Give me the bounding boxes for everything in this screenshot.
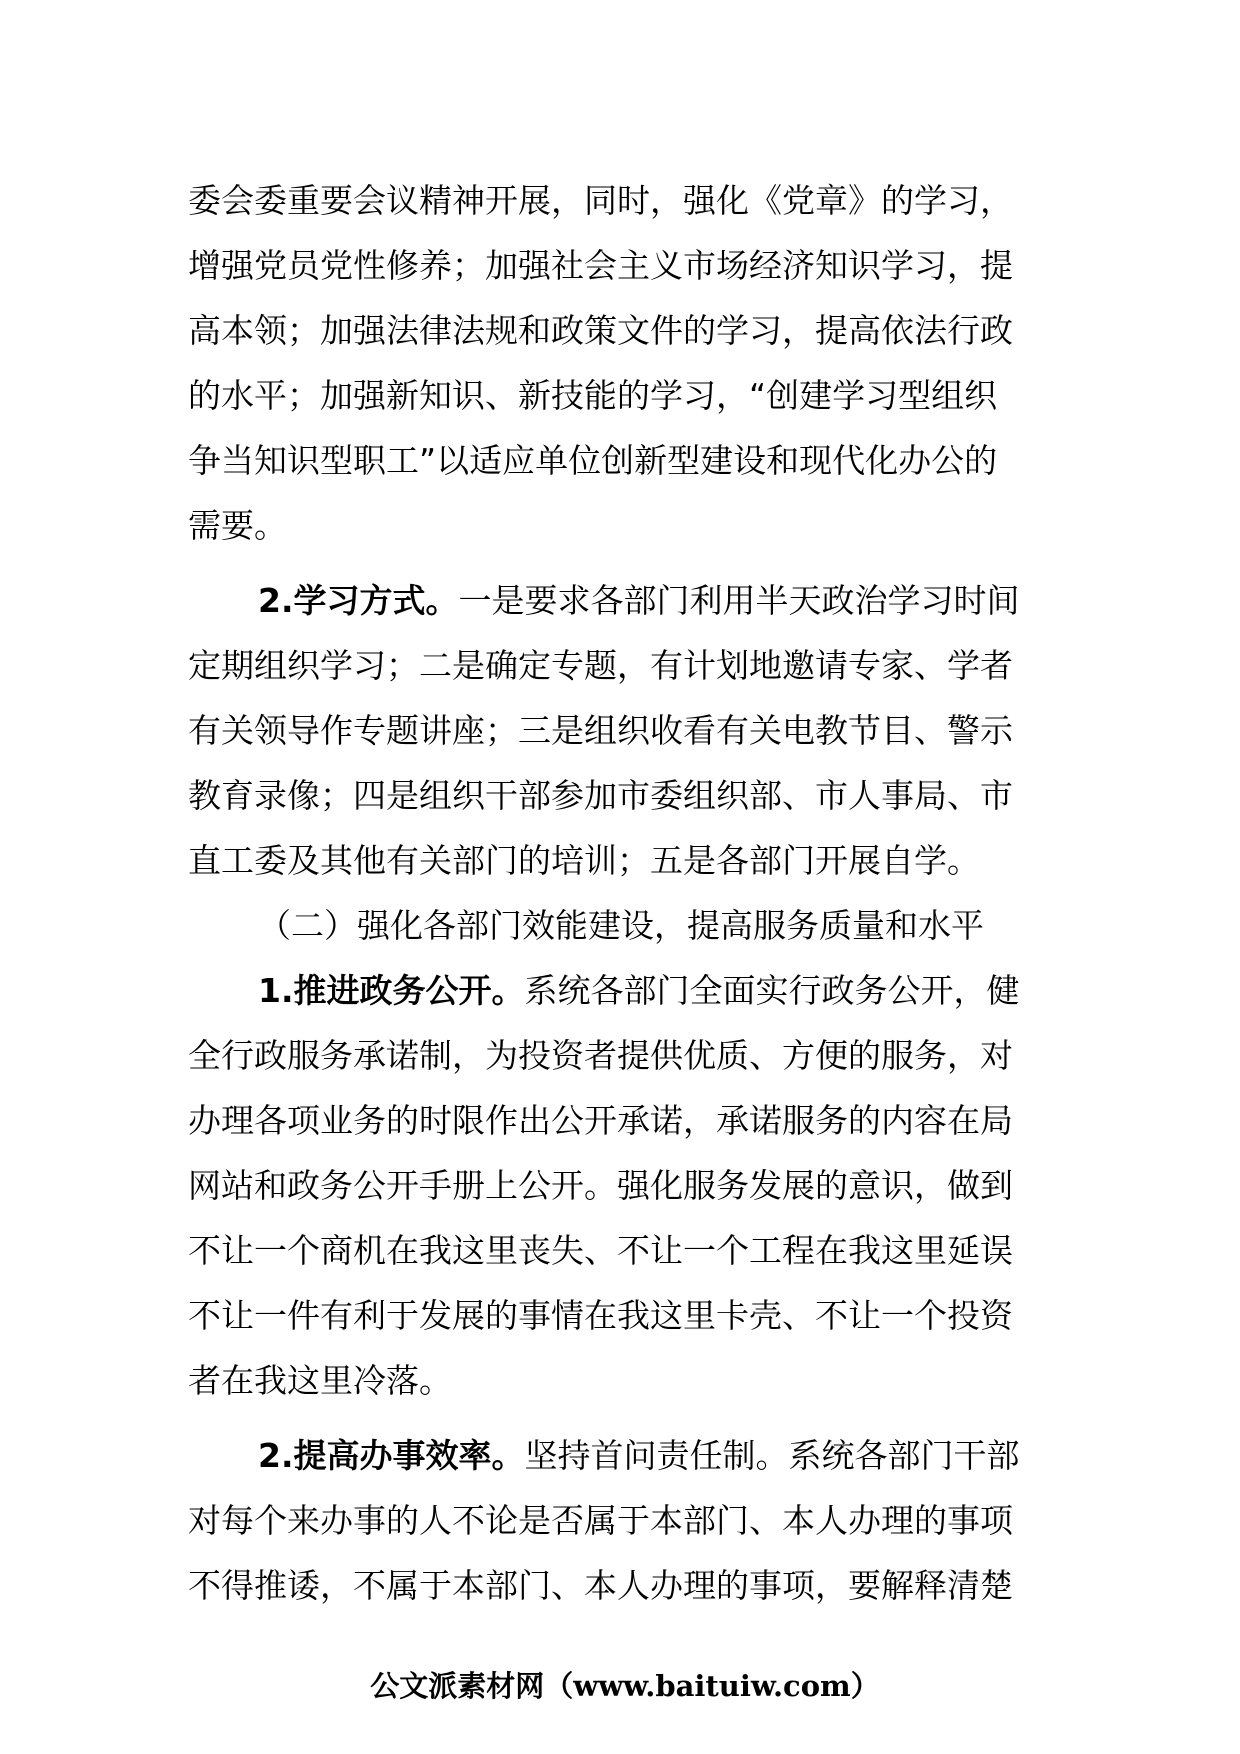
- footer-watermark-text: 公文派素材网（www.baituiw.com）: [370, 1669, 880, 1703]
- paragraph-first-line: [188, 1423, 1058, 1488]
- paragraph-heading: 2.学习方式。: [258, 581, 459, 620]
- text-line: 办理各项业务的时限作出公开承诺，承诺服务的内容在局: [188, 1101, 1013, 1140]
- paragraph-text: 一是要求各部门利用半天政治学习时间: [458, 581, 1020, 620]
- paragraph-continuation: [188, 168, 1058, 558]
- paragraph-first-line: [188, 958, 1058, 1023]
- text-line: 网站和政务公开手册上公开。强化服务发展的意识，做到: [188, 1166, 1013, 1205]
- text-line: 对每个来办事的人不论是否属于本部门、本人办理的事项: [188, 1501, 1013, 1540]
- text-line: 委会委重要会议精神开展，同时，强化《党章》的学习，: [188, 181, 1013, 220]
- paragraph-efficiency: [188, 1423, 1058, 1618]
- section-heading: （二）强化各部门效能建设，提高服务质量和水平: [258, 906, 984, 945]
- text-line: 高本领；加强法律法规和政策文件的学习，提高依法行政: [188, 311, 1013, 350]
- text-line: 直工委及其他有关部门的培训；五是各部门开展自学。: [188, 841, 980, 880]
- text-line: 教育录像；四是组织干部参加市委组织部、市人事局、市: [188, 776, 1013, 815]
- text-line: 需要。: [188, 506, 287, 545]
- paragraph-first-line: [188, 568, 1058, 633]
- text-line: 全行政服务承诺制，为投资者提供优质、方便的服务，对: [188, 1036, 1013, 1075]
- document-body: [188, 168, 1058, 1618]
- text-line: 不得推诿，不属于本部门、本人办理的事项，要解释清楚: [188, 1566, 1013, 1605]
- text-line: 有关领导作专题讲座；三是组织收看有关电教节目、警示: [188, 711, 1013, 750]
- text-line: 定期组织学习；二是确定专题，有计划地邀请专家、学者: [188, 646, 1013, 685]
- text-line: 者在我这里冷落。: [188, 1361, 452, 1400]
- paragraph-study-methods: [188, 568, 1058, 893]
- text-line: 增强党员党性修养；加强社会主义市场经济知识学习，提: [188, 246, 1013, 285]
- paragraph-heading: 2.提高办事效率。: [258, 1436, 525, 1475]
- text-line: 不让一件有利于发展的事情在我这里卡壳、不让一个投资: [188, 1296, 1013, 1335]
- paragraph-text: 坚持首问责任制。系统各部门干部: [524, 1436, 1020, 1475]
- text-line: 的水平；加强新知识、新技能的学习，“创建学习型组织: [188, 376, 998, 415]
- paragraph-government-openness: [188, 958, 1058, 1413]
- text-line: 不让一个商机在我这里丧失、不让一个工程在我这里延误: [188, 1231, 1013, 1270]
- paragraph-text: 系统各部门全面实行政务公开，健: [524, 971, 1020, 1010]
- text-line: 争当知识型职工”以适应单位创新型建设和现代化办公的: [188, 441, 998, 480]
- paragraph-heading: 1.推进政务公开。: [258, 971, 525, 1010]
